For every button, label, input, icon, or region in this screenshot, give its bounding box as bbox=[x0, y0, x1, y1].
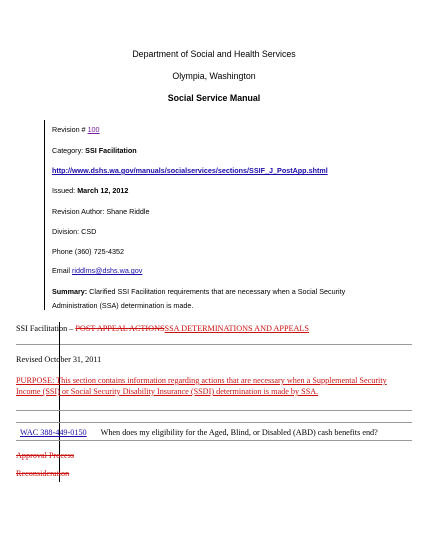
department-name: Department of Social and Health Services bbox=[132, 49, 296, 59]
email-label: Email bbox=[52, 266, 70, 275]
category-value: SSI Facilitation bbox=[85, 146, 137, 155]
divider bbox=[16, 422, 412, 423]
phone-label: Phone bbox=[52, 247, 73, 256]
purpose-line-1: PURPOSE: This section contains information regarding actions that are necessary when a Supplemental Security bbox=[16, 376, 387, 385]
purpose-line-2: Income (SSI) or Social Security Disability Insurance (SSDI) determination is made by SSA. bbox=[16, 387, 319, 396]
issued-value: March 12, 2012 bbox=[77, 186, 129, 195]
revision-line bbox=[52, 125, 100, 134]
summary-line-1 bbox=[52, 287, 345, 296]
issued-label: Issued: bbox=[52, 186, 76, 195]
section-url-link[interactable]: http://www.dshs.wa.gov/manuals/socialservices/sections/SSIF_J_PostApp.shtml bbox=[52, 166, 328, 175]
deleted-heading-approval: Approval Process bbox=[16, 451, 74, 460]
division-label: Division: bbox=[52, 227, 80, 236]
deleted-heading-reconsideration: Reconsideration bbox=[16, 469, 70, 478]
email-line bbox=[52, 266, 142, 275]
section-title-deleted: POST APPEAL ACTIONS bbox=[75, 324, 165, 333]
divider bbox=[16, 440, 412, 441]
wac-question: When does my eligibility for the Aged, Blind, or Disabled (ABD) cash benefits end? bbox=[100, 428, 378, 437]
wac-line bbox=[20, 428, 378, 437]
revised-date: Revised October 31, 2011 bbox=[16, 355, 102, 364]
issued-line bbox=[52, 186, 128, 195]
category-line bbox=[52, 146, 137, 155]
section-title-prefix: SSI Facilitation – bbox=[16, 324, 76, 333]
wac-link[interactable]: WAC 388-449-0150 bbox=[20, 428, 87, 437]
summary-label: Summary: bbox=[52, 287, 88, 296]
location: Olympia, Washington bbox=[172, 71, 256, 81]
author-line bbox=[52, 207, 150, 216]
manual-title: Social Service Manual bbox=[167, 93, 261, 103]
author-value: Shane Riddle bbox=[106, 207, 150, 216]
summary-text-1: Clarified SSI Facilitation requirements that are necessary when a Social Security bbox=[89, 287, 346, 296]
change-bar bbox=[44, 120, 45, 310]
email-link[interactable]: riddlms@dshs.wa.gov bbox=[71, 266, 143, 275]
division-line bbox=[52, 227, 96, 236]
phone-value: (360) 725-4352 bbox=[74, 247, 124, 256]
revision-number-link[interactable]: 100 bbox=[87, 125, 100, 134]
section-title-inserted: SSA DETERMINATIONS AND APPEALS bbox=[164, 324, 309, 333]
summary-line-2: Administration (SSA) determination is made. bbox=[52, 301, 194, 310]
division-value: CSD bbox=[81, 227, 97, 236]
revision-label: Revision # bbox=[52, 125, 86, 134]
phone-line bbox=[52, 247, 124, 256]
category-label: Category: bbox=[52, 146, 84, 155]
author-label: Revision Author: bbox=[52, 207, 105, 216]
divider bbox=[16, 344, 412, 345]
divider bbox=[16, 410, 412, 411]
